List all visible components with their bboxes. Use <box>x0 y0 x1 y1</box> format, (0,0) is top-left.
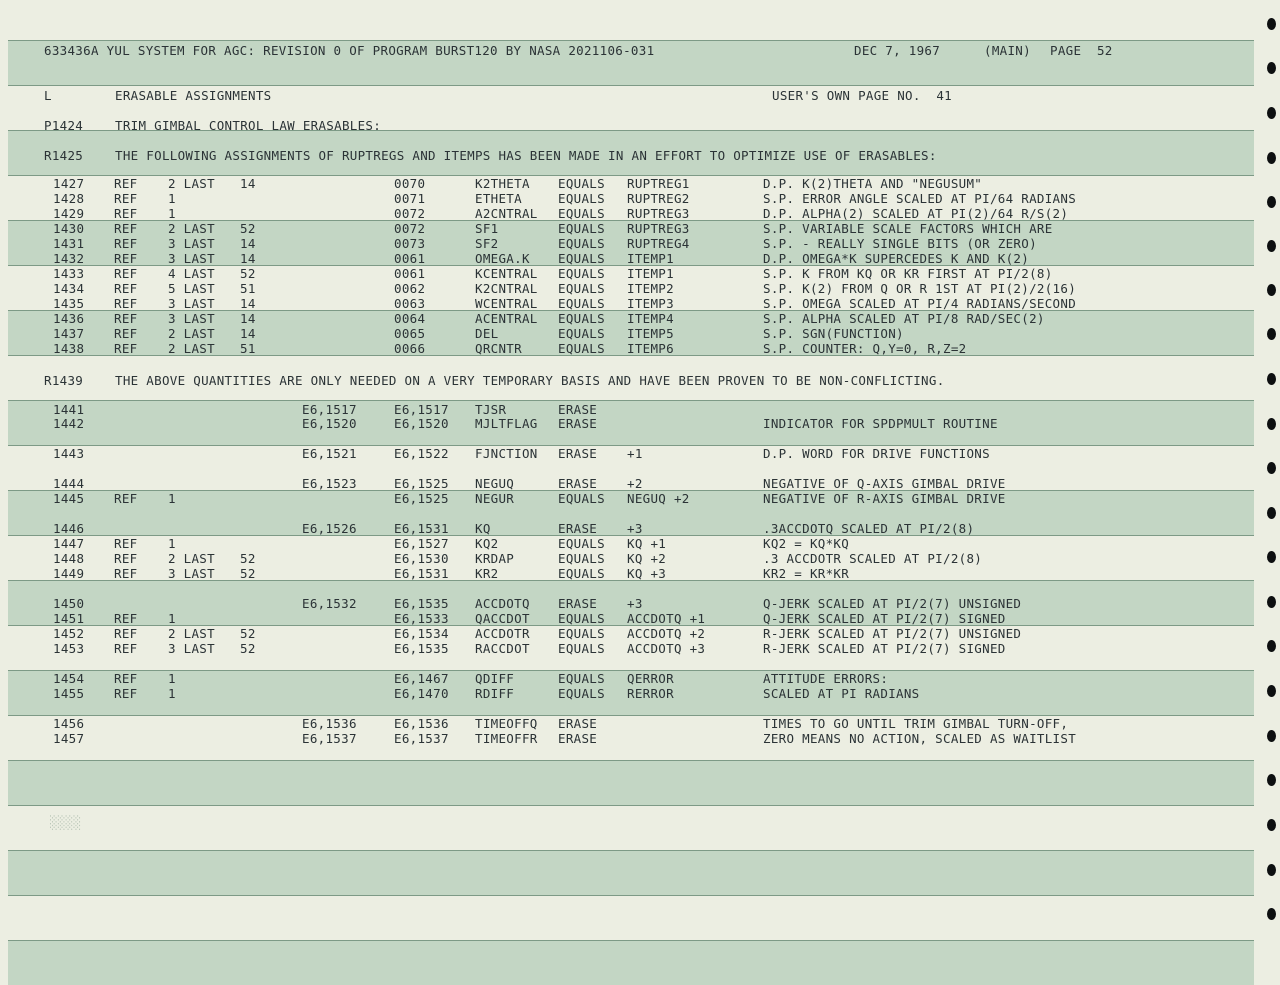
symbol-label: OMEGA.K <box>475 251 530 266</box>
symbol-label: ETHETA <box>475 191 522 206</box>
location: E6,1523 <box>302 476 357 491</box>
operand: RUPTREG4 <box>627 236 690 251</box>
address: 0066 <box>394 341 426 356</box>
line-number: 1443 <box>53 446 85 461</box>
comment: R-JERK SCALED AT PI/2(7) SIGNED <box>763 641 1006 656</box>
line-number: 1433 <box>53 266 85 281</box>
comment: Q-JERK SCALED AT PI/2(7) SIGNED <box>763 611 1006 626</box>
address: E6,1535 <box>394 641 449 656</box>
symbol-label: RACCDOT <box>475 641 530 656</box>
feed-hole <box>1267 418 1276 430</box>
ref-count: 2 LAST <box>168 326 215 341</box>
comment: ATTITUDE ERRORS: <box>763 671 889 686</box>
operand: +3 <box>627 596 643 611</box>
line-number: 1444 <box>53 476 85 491</box>
opcode: EQUALS <box>558 311 605 326</box>
remark-text: THE ABOVE QUANTITIES ARE ONLY NEEDED ON A VERY TEMPORARY BASIS AND HAVE BEEN PROVEN TO BE NON-CONFLICTING. <box>115 373 945 388</box>
last-ref-page: 14 <box>240 251 256 266</box>
line-number: 1447 <box>53 536 85 551</box>
line-number: 1452 <box>53 626 85 641</box>
symbol-label: RDIFF <box>475 686 515 701</box>
location: E6,1520 <box>302 416 357 431</box>
last-ref-page: 52 <box>240 221 256 236</box>
comment: R-JERK SCALED AT PI/2(7) UNSIGNED <box>763 626 1022 641</box>
opcode: EQUALS <box>558 671 605 686</box>
symbol-label: KRDAP <box>475 551 515 566</box>
address: E6,1537 <box>394 731 449 746</box>
last-ref-page: 14 <box>240 296 256 311</box>
line-number: 1436 <box>53 311 85 326</box>
line-number: 1451 <box>53 611 85 626</box>
comment: S.P. ALPHA SCALED AT PI/8 RAD/SEC(2) <box>763 311 1045 326</box>
line-number: 1449 <box>53 566 85 581</box>
remark-text: TRIM GIMBAL CONTROL LAW ERASABLES: <box>115 118 382 133</box>
address: 0073 <box>394 236 426 251</box>
feed-hole <box>1267 640 1276 652</box>
ref-count: 2 LAST <box>168 176 215 191</box>
opcode: ERASE <box>558 476 598 491</box>
symbol-label: KQ2 <box>475 536 499 551</box>
feed-hole <box>1267 551 1276 563</box>
opcode: ERASE <box>558 731 598 746</box>
operand: RUPTREG3 <box>627 206 690 221</box>
line-number: 1434 <box>53 281 85 296</box>
users-page-number: USER'S OWN PAGE NO. 41 <box>772 88 952 103</box>
ref-marker: REF <box>114 326 138 341</box>
opcode: EQUALS <box>558 491 605 506</box>
address: 0072 <box>394 221 426 236</box>
address: E6,1531 <box>394 521 449 536</box>
section-code: L <box>44 88 52 103</box>
address: 0061 <box>394 266 426 281</box>
ref-marker: REF <box>114 311 138 326</box>
symbol-label: TIMEOFFR <box>475 731 538 746</box>
feed-hole <box>1267 328 1276 340</box>
ref-count: 1 <box>168 686 176 701</box>
opcode: EQUALS <box>558 566 605 581</box>
line-number: 1455 <box>53 686 85 701</box>
symbol-label: SF2 <box>475 236 499 251</box>
opcode: ERASE <box>558 446 598 461</box>
operand: ITEMP2 <box>627 281 674 296</box>
header-main-tag: (MAIN) <box>984 43 1031 58</box>
line-number: 1437 <box>53 326 85 341</box>
band-rule <box>8 850 1254 851</box>
symbol-label: QDIFF <box>475 671 515 686</box>
operand: ITEMP1 <box>627 266 674 281</box>
listing-header <box>0 43 1113 59</box>
ref-marker: REF <box>114 611 138 626</box>
operand: KQ +3 <box>627 566 667 581</box>
location: E6,1532 <box>302 596 357 611</box>
opcode: ERASE <box>558 402 598 417</box>
ref-marker: REF <box>114 491 138 506</box>
address: E6,1533 <box>394 611 449 626</box>
location: E6,1521 <box>302 446 357 461</box>
line-number: 1427 <box>53 176 85 191</box>
address: E6,1531 <box>394 566 449 581</box>
comment: S.P. SGN(FUNCTION) <box>763 326 904 341</box>
ref-count: 5 LAST <box>168 281 215 296</box>
address: E6,1517 <box>394 402 449 417</box>
paper-band <box>8 760 1254 805</box>
operand: ITEMP3 <box>627 296 674 311</box>
operand: QERROR <box>627 671 674 686</box>
symbol-label: TJSR <box>475 402 507 417</box>
address: E6,1534 <box>394 626 449 641</box>
ref-marker: REF <box>114 671 138 686</box>
location: E6,1526 <box>302 521 357 536</box>
ref-marker: REF <box>114 281 138 296</box>
address: E6,1525 <box>394 476 449 491</box>
opcode: EQUALS <box>558 191 605 206</box>
ref-count: 3 LAST <box>168 236 215 251</box>
operand: ACCDOTQ +2 <box>627 626 706 641</box>
location: E6,1517 <box>302 402 357 417</box>
operand: ITEMP1 <box>627 251 674 266</box>
opcode: ERASE <box>558 596 598 611</box>
ref-count: 1 <box>168 536 176 551</box>
ref-count: 1 <box>168 611 176 626</box>
opcode: EQUALS <box>558 176 605 191</box>
ref-marker: REF <box>114 551 138 566</box>
line-number: 1431 <box>53 236 85 251</box>
symbol-label: K2THETA <box>475 176 530 191</box>
last-ref-page: 52 <box>240 551 256 566</box>
last-ref-page: 51 <box>240 341 256 356</box>
remark-number: R1439 <box>44 373 84 388</box>
address: E6,1470 <box>394 686 449 701</box>
remark-number: R1425 <box>44 148 84 163</box>
address: E6,1535 <box>394 596 449 611</box>
address: E6,1525 <box>394 491 449 506</box>
feed-hole <box>1267 507 1276 519</box>
section-title: ERASABLE ASSIGNMENTS <box>115 88 272 103</box>
feed-hole <box>1267 596 1276 608</box>
operand: +1 <box>627 446 643 461</box>
symbol-label: ACCDOTQ <box>475 596 530 611</box>
comment: S.P. COUNTER: Q,Y=0, R,Z=2 <box>763 341 967 356</box>
last-ref-page: 14 <box>240 176 256 191</box>
feed-hole <box>1267 18 1276 30</box>
last-ref-page: 52 <box>240 641 256 656</box>
line-number: 1454 <box>53 671 85 686</box>
address: 0065 <box>394 326 426 341</box>
ref-count: 3 LAST <box>168 566 215 581</box>
ref-marker: REF <box>114 296 138 311</box>
opcode: EQUALS <box>558 686 605 701</box>
band-rule <box>8 940 1254 941</box>
address: E6,1530 <box>394 551 449 566</box>
line-number: 1429 <box>53 206 85 221</box>
ref-marker: REF <box>114 251 138 266</box>
operand: +3 <box>627 521 643 536</box>
address: 0063 <box>394 296 426 311</box>
band-rule <box>8 85 1254 86</box>
comment: S.P. OMEGA SCALED AT PI/4 RADIANS/SECOND <box>763 296 1077 311</box>
feed-hole <box>1267 908 1276 920</box>
line-number: 1445 <box>53 491 85 506</box>
symbol-label: KQ <box>475 521 491 536</box>
operand: RUPTREG2 <box>627 191 690 206</box>
paper-band <box>8 940 1254 985</box>
opcode: EQUALS <box>558 296 605 311</box>
header-date: DEC 7, 1967 <box>854 43 941 58</box>
operand: ITEMP5 <box>627 326 674 341</box>
line-number: 1453 <box>53 641 85 656</box>
comment: KQ2 = KQ*KQ <box>763 536 850 551</box>
symbol-label: WCENTRAL <box>475 296 538 311</box>
feed-hole <box>1267 774 1276 786</box>
section-heading <box>0 88 952 104</box>
feed-hole <box>1267 284 1276 296</box>
last-ref-page: 51 <box>240 281 256 296</box>
address: E6,1467 <box>394 671 449 686</box>
ref-count: 3 LAST <box>168 251 215 266</box>
address: 0064 <box>394 311 426 326</box>
ref-count: 2 LAST <box>168 626 215 641</box>
comment: D.P. ALPHA(2) SCALED AT PI(2)/64 R/S(2) <box>763 206 1069 221</box>
ref-marker: REF <box>114 626 138 641</box>
comment: NEGATIVE OF R-AXIS GIMBAL DRIVE <box>763 491 1006 506</box>
comment: S.P. K FROM KQ OR KR FIRST AT PI/2(8) <box>763 266 1053 281</box>
opcode: EQUALS <box>558 221 605 236</box>
ref-marker: REF <box>114 566 138 581</box>
ref-count: 3 LAST <box>168 641 215 656</box>
line-number: 1442 <box>53 416 85 431</box>
last-ref-page: 14 <box>240 326 256 341</box>
line-number: 1435 <box>53 296 85 311</box>
ref-count: 3 LAST <box>168 311 215 326</box>
comment: S.P. - REALLY SINGLE BITS (OR ZERO) <box>763 236 1037 251</box>
ref-count: 1 <box>168 206 176 221</box>
last-ref-page: 52 <box>240 266 256 281</box>
band-rule <box>8 805 1254 806</box>
symbol-label: KR2 <box>475 566 499 581</box>
symbol-label: NEGUQ <box>475 476 515 491</box>
symbol-label: MJLTFLAG <box>475 416 538 431</box>
opcode: EQUALS <box>558 626 605 641</box>
band-rule <box>8 400 1254 401</box>
location: E6,1537 <box>302 731 357 746</box>
remark-line <box>0 373 945 389</box>
comment: .3ACCDOTQ SCALED AT PI/2(8) <box>763 521 975 536</box>
header-page-number: PAGE 52 <box>1050 43 1113 58</box>
address: 0062 <box>394 281 426 296</box>
opcode: EQUALS <box>558 536 605 551</box>
comment: SCALED AT PI RADIANS <box>763 686 920 701</box>
operand: RERROR <box>627 686 674 701</box>
remark-text: THE FOLLOWING ASSIGNMENTS OF RUPTREGS AND ITEMPS HAS BEEN MADE IN AN EFFORT TO OPTIMIZE USE OF ERASABLES: <box>115 148 937 163</box>
symbol-label: DEL <box>475 326 499 341</box>
last-ref-page: 52 <box>240 566 256 581</box>
operand: ACCDOTQ +3 <box>627 641 706 656</box>
last-ref-page: 14 <box>240 311 256 326</box>
comment: D.P. K(2)THETA AND "NEGUSUM" <box>763 176 983 191</box>
opcode: ERASE <box>558 416 598 431</box>
paper-band <box>8 850 1254 895</box>
operand: KQ +1 <box>627 536 667 551</box>
last-ref-page: 52 <box>240 626 256 641</box>
ref-marker: REF <box>114 686 138 701</box>
comment: Q-JERK SCALED AT PI/2(7) UNSIGNED <box>763 596 1022 611</box>
operand: +2 <box>627 476 643 491</box>
opcode: EQUALS <box>558 611 605 626</box>
opcode: ERASE <box>558 521 598 536</box>
symbol-label: QRCNTR <box>475 341 522 356</box>
address: 0071 <box>394 191 426 206</box>
location: E6,1536 <box>302 716 357 731</box>
opcode: EQUALS <box>558 326 605 341</box>
comment: S.P. K(2) FROM Q OR R 1ST AT PI(2)/2(16) <box>763 281 1077 296</box>
ref-count: 3 LAST <box>168 296 215 311</box>
comment: TIMES TO GO UNTIL TRIM GIMBAL TURN-OFF, <box>763 716 1069 731</box>
band-rule <box>8 895 1254 896</box>
symbol-label: FJNCTION <box>475 446 538 461</box>
address: 0072 <box>394 206 426 221</box>
comment: INDICATOR FOR SPDPMULT ROUTINE <box>763 416 998 431</box>
feed-hole <box>1267 819 1276 831</box>
symbol-label: QACCDOT <box>475 611 530 626</box>
header-program-id: 633436A YUL SYSTEM FOR AGC: REVISION 0 OF PROGRAM BURST120 BY NASA 2021106-031 <box>44 43 655 58</box>
remark-line <box>0 148 937 164</box>
line-number: 1441 <box>53 402 85 417</box>
address: E6,1536 <box>394 716 449 731</box>
feed-hole <box>1267 373 1276 385</box>
ref-marker: REF <box>114 236 138 251</box>
comment: D.P. OMEGA*K SUPERCEDES K AND K(2) <box>763 251 1030 266</box>
opcode: EQUALS <box>558 236 605 251</box>
opcode: EQUALS <box>558 341 605 356</box>
remark-number: P1424 <box>44 118 84 133</box>
address: 0070 <box>394 176 426 191</box>
opcode: EQUALS <box>558 641 605 656</box>
last-ref-page: 14 <box>240 236 256 251</box>
line-number: 1456 <box>53 716 85 731</box>
line-number: 1430 <box>53 221 85 236</box>
ref-count: 2 LAST <box>168 221 215 236</box>
ref-count: 1 <box>168 191 176 206</box>
comment: S.P. ERROR ANGLE SCALED AT PI/64 RADIANS <box>763 191 1077 206</box>
feed-hole <box>1267 730 1276 742</box>
feed-hole <box>1267 685 1276 697</box>
opcode: EQUALS <box>558 281 605 296</box>
line-number: 1448 <box>53 551 85 566</box>
operand: ITEMP4 <box>627 311 674 326</box>
opcode: EQUALS <box>558 551 605 566</box>
comment: .3 ACCDOTR SCALED AT PI/2(8) <box>763 551 983 566</box>
operand: RUPTREG1 <box>627 176 690 191</box>
line-number: 1432 <box>53 251 85 266</box>
feed-hole <box>1267 864 1276 876</box>
ref-marker: REF <box>114 341 138 356</box>
operand: NEGUQ +2 <box>627 491 690 506</box>
band-rule <box>8 40 1254 41</box>
address: E6,1520 <box>394 416 449 431</box>
line-number: 1438 <box>53 341 85 356</box>
line-number: 1446 <box>53 521 85 536</box>
operand: ACCDOTQ +1 <box>627 611 706 626</box>
address: E6,1522 <box>394 446 449 461</box>
feed-hole <box>1267 62 1276 74</box>
line-number: 1450 <box>53 596 85 611</box>
symbol-label: NEGUR <box>475 491 515 506</box>
ref-count: 2 LAST <box>168 341 215 356</box>
operand: RUPTREG3 <box>627 221 690 236</box>
comment: S.P. VARIABLE SCALE FACTORS WHICH ARE <box>763 221 1053 236</box>
symbol-label: SF1 <box>475 221 499 236</box>
symbol-label: ACENTRAL <box>475 311 538 326</box>
ref-count: 1 <box>168 671 176 686</box>
opcode: EQUALS <box>558 266 605 281</box>
ref-count: 4 LAST <box>168 266 215 281</box>
address: 0061 <box>394 251 426 266</box>
ref-marker: REF <box>114 206 138 221</box>
operand: ITEMP6 <box>627 341 674 356</box>
operand: KQ +2 <box>627 551 667 566</box>
symbol-label: KCENTRAL <box>475 266 538 281</box>
feed-hole <box>1267 462 1276 474</box>
feed-hole <box>1267 196 1276 208</box>
feed-hole <box>1267 240 1276 252</box>
ref-marker: REF <box>114 641 138 656</box>
ref-marker: REF <box>114 176 138 191</box>
comment: NEGATIVE OF Q-AXIS GIMBAL DRIVE <box>763 476 1006 491</box>
feed-hole <box>1267 152 1276 164</box>
comment: KR2 = KR*KR <box>763 566 850 581</box>
opcode: EQUALS <box>558 206 605 221</box>
comment: D.P. WORD FOR DRIVE FUNCTIONS <box>763 446 990 461</box>
line-number: 1457 <box>53 731 85 746</box>
address: E6,1527 <box>394 536 449 551</box>
symbol-label: K2CNTRAL <box>475 281 538 296</box>
ref-count: 2 LAST <box>168 551 215 566</box>
opcode: ERASE <box>558 716 598 731</box>
comment: ZERO MEANS NO ACTION, SCALED AS WAITLIST <box>763 731 1077 746</box>
remark-line <box>0 118 382 134</box>
ref-marker: REF <box>114 221 138 236</box>
line-number: 1428 <box>53 191 85 206</box>
symbol-label: ACCDOTR <box>475 626 530 641</box>
symbol-label: TIMEOFFQ <box>475 716 538 731</box>
ref-marker: REF <box>114 191 138 206</box>
band-rule <box>8 760 1254 761</box>
opcode: EQUALS <box>558 251 605 266</box>
symbol-label: A2CNTRAL <box>475 206 538 221</box>
ref-marker: REF <box>114 266 138 281</box>
ref-count: 1 <box>168 491 176 506</box>
paper-band <box>8 400 1254 445</box>
ref-marker: REF <box>114 536 138 551</box>
feed-hole <box>1267 107 1276 119</box>
